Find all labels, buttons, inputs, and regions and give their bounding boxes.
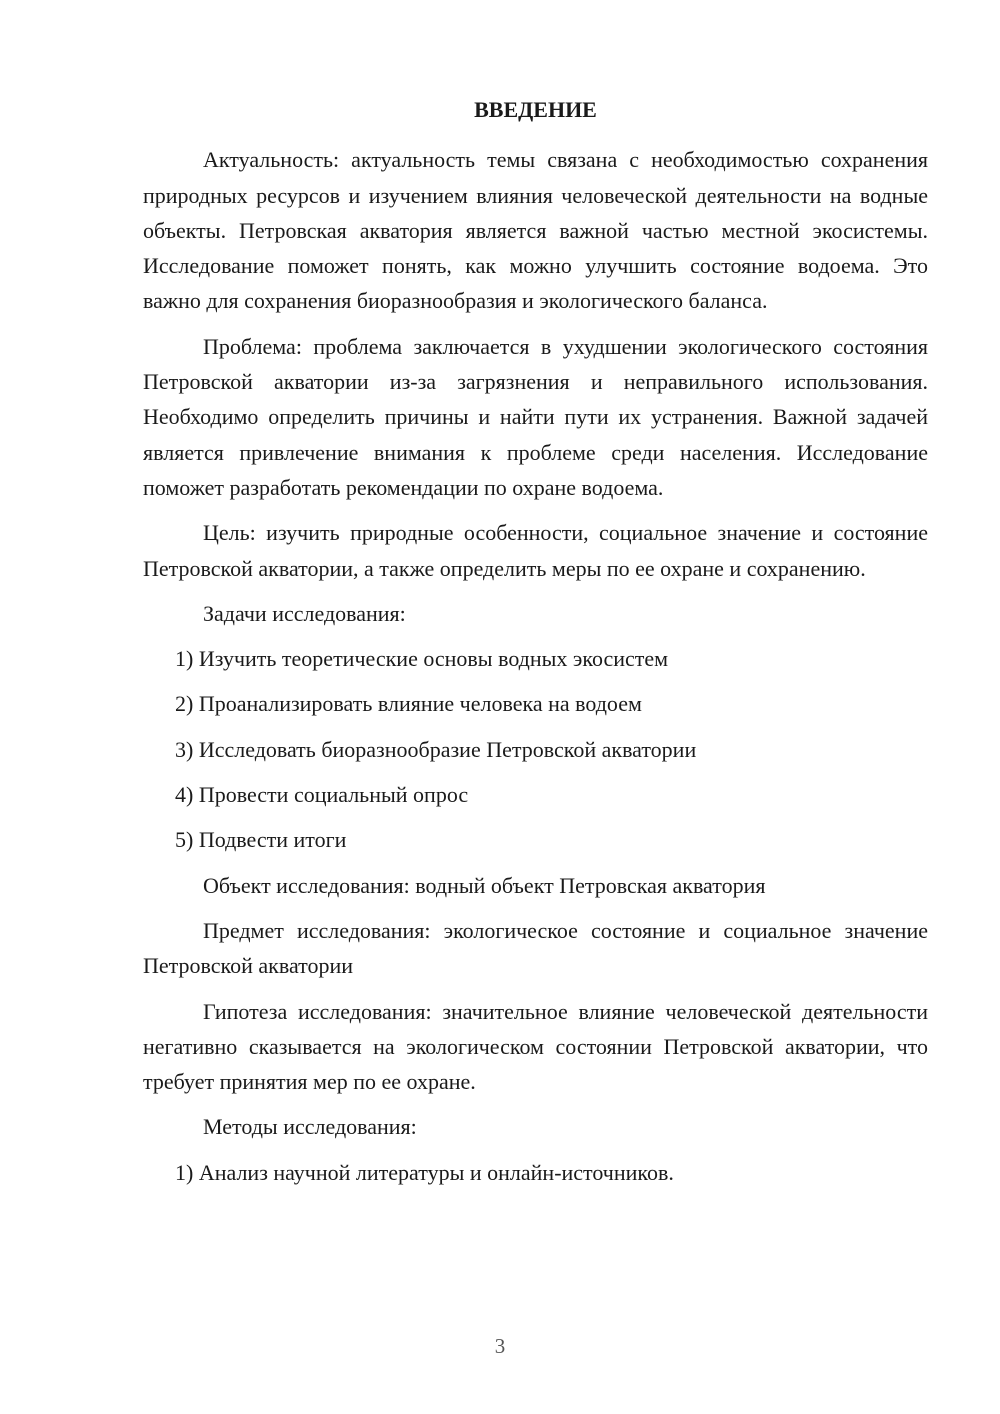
problem-paragraph: Проблема: проблема заключается в ухудшении экологического состояния Петровской акватории из-за загрязнения и неправильного использования. Необходимо определить причины и найти пути их устранения. Важной задачей является привлечение внимания к проблеме среди населения. Исследование поможет разработать рекомендации по охране водоема. <box>143 333 928 500</box>
page-number: 3 <box>494 1334 506 1358</box>
object-paragraph: Объект исследования: водный объект Петровская акватория <box>203 872 766 898</box>
relevance-paragraph: Актуальность: актуальность темы связана с необходимостью сохранения природных ресурсов и изучением влияния человеческой деятельности на водные объекты. Петровская акватория является важной частью местной экосистемы. Исследование поможет понять, как можно улучшить состояние водоема. Это важно для сохранения биоразнообразия и экологического баланса. <box>143 147 928 314</box>
task-item: 2) Проанализировать влияние человека на водоем <box>175 691 642 717</box>
task-item: 1) Изучить теоретические основы водных экосистем <box>175 646 669 672</box>
task-item: 4) Провести социальный опрос <box>175 782 469 808</box>
methods-title: Методы исследования: <box>203 1114 417 1140</box>
task-item: 3) Исследовать биоразнообразие Петровской акватории <box>175 736 697 762</box>
task-item: 5) Подвести итоги <box>175 827 347 853</box>
goal-paragraph: Цель: изучить природные особенности, социальное значение и состояние Петровской акватории, а также определить меры по ее охране и сохранению. <box>143 520 928 581</box>
tasks-title: Задачи исследования: <box>203 600 406 626</box>
subject-paragraph: Предмет исследования: экологическое состояние и социальное значение Петровской акватории <box>143 917 928 979</box>
document-page <box>143 92 928 1200</box>
hypothesis-paragraph: Гипотеза исследования: значительное влияние человеческой деятельности негативно сказывается на экологическом состоянии Петровской акватории, что требует принятия мер по ее охране. <box>143 998 928 1095</box>
method-item: 1) Анализ научной литературы и онлайн-источников. <box>175 1159 674 1185</box>
section-heading: ВВЕДЕНИЕ <box>474 97 597 122</box>
